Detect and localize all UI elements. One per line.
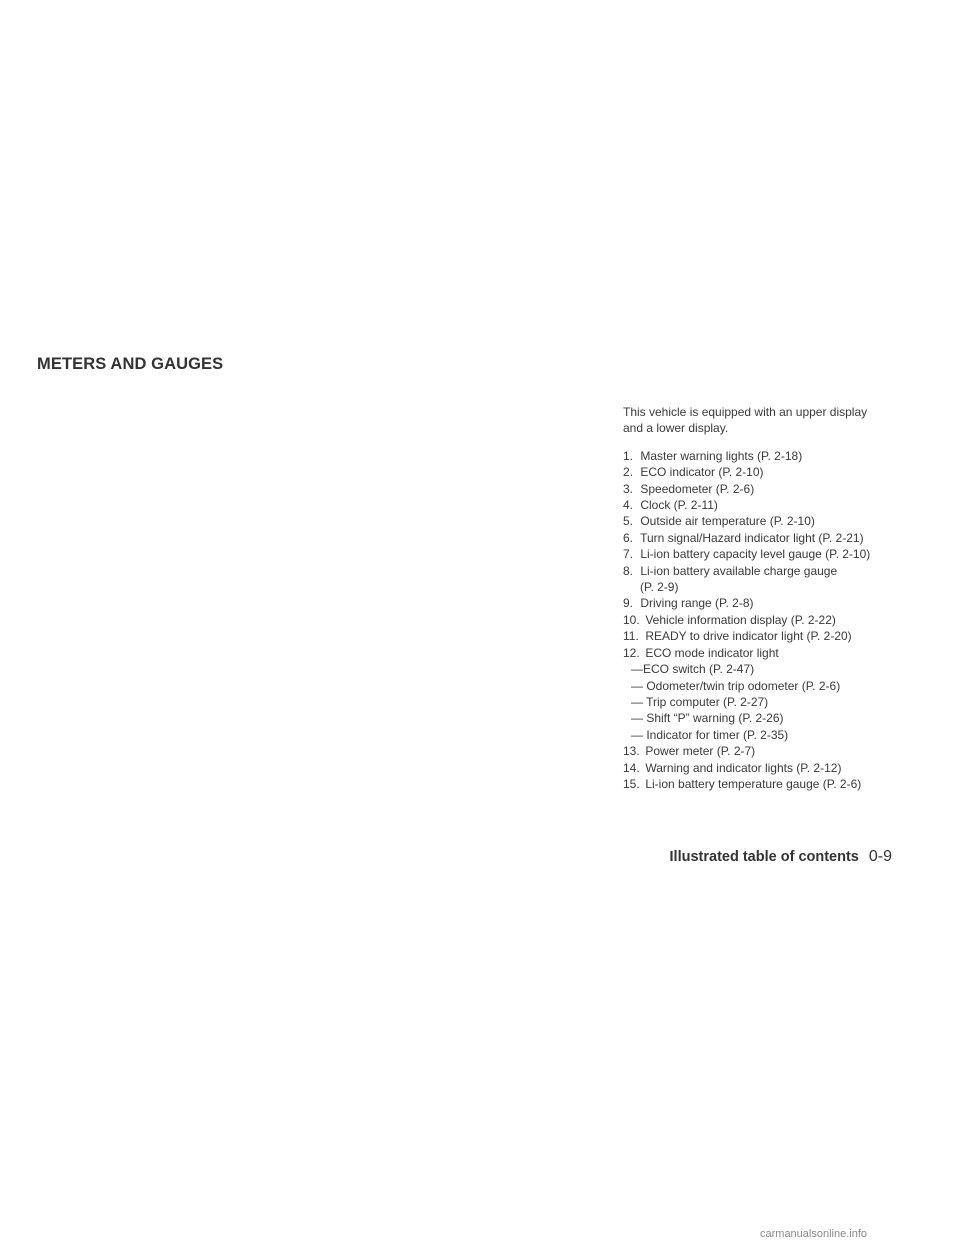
- sub-list-item: — Trip computer (P. 2-27): [631, 694, 769, 709]
- list-item: [623, 546, 898, 562]
- list-item: [623, 645, 898, 661]
- list-item: [623, 481, 898, 497]
- list-item: [623, 595, 898, 611]
- sub-list-item: — Indicator for timer (P. 2-35): [631, 727, 789, 742]
- item-text: Warning and indicator lights (P. 2-12): [645, 760, 842, 775]
- item-number: 12.: [623, 645, 640, 660]
- watermark: carmanualsonline.info: [760, 1228, 868, 1240]
- item-number: 1.: [623, 448, 634, 463]
- item-number: 11.: [623, 629, 639, 644]
- item-text: Vehicle information display (P. 2-22): [645, 612, 836, 627]
- item-number: 4.: [623, 498, 634, 513]
- item-number: 10.: [623, 612, 640, 627]
- item-number: 13.: [623, 744, 640, 759]
- item-number: 6.: [623, 530, 634, 545]
- item-number: 7.: [623, 547, 634, 562]
- item-text: Li-ion battery capacity level gauge (P. 2-10): [640, 547, 871, 562]
- intro-line: This vehicle is equipped with an upper display: [623, 405, 868, 419]
- list-item: [623, 612, 898, 628]
- intro-line: and a lower display.: [623, 421, 729, 436]
- item-text: Power meter (P. 2-7): [645, 744, 756, 759]
- item-text: Clock (P. 2-11): [640, 498, 718, 513]
- item-text: Turn signal/Hazard indicator light (P. 2-21): [640, 530, 864, 545]
- item-number: 8.: [623, 563, 634, 578]
- item-text: Li-ion battery temperature gauge (P. 2-6): [645, 776, 862, 791]
- sub-list-container: [623, 661, 898, 743]
- item-text: Speedometer (P. 2-6): [640, 481, 755, 496]
- item-text: (P. 2-9): [640, 580, 679, 595]
- item-text: Master warning lights (P. 2-18): [640, 448, 803, 463]
- page-footer: [670, 848, 892, 866]
- gauge-item-list: [623, 448, 898, 793]
- item-number: 5.: [623, 514, 634, 529]
- eco-mode-sub-list: [623, 661, 898, 743]
- item-text: ECO indicator (P. 2-10): [640, 465, 764, 480]
- footer-title: Illustrated table of contents: [669, 849, 859, 865]
- item-number: 14.: [623, 760, 640, 775]
- item-number: 9.: [623, 596, 634, 611]
- item-text: Outside air temperature (P. 2-10): [640, 514, 815, 529]
- sub-list-item: — Odometer/twin trip odometer (P. 2-6): [631, 678, 841, 693]
- page-number: 0-9: [868, 848, 892, 865]
- list-item: [623, 563, 898, 579]
- intro-paragraph: [623, 404, 898, 437]
- list-item: [623, 628, 898, 644]
- content-column: [623, 404, 898, 792]
- list-item: [623, 448, 898, 464]
- item-text: Li-ion battery available charge gauge: [640, 563, 838, 578]
- item-number: 3.: [623, 481, 634, 496]
- list-item: [623, 464, 898, 480]
- list-item: [623, 776, 898, 792]
- list-item: [623, 497, 898, 513]
- list-item: [623, 530, 898, 546]
- item-number: 2.: [623, 465, 634, 480]
- item-text: ECO mode indicator light: [645, 645, 779, 660]
- item-number: 15.: [623, 776, 640, 791]
- section-heading: METERS AND GAUGES: [37, 355, 224, 373]
- item-text: READY to drive indicator light (P. 2-20): [645, 629, 852, 644]
- list-item-continuation: [623, 579, 898, 595]
- list-item: [623, 743, 898, 759]
- sub-list-item: —ECO switch (P. 2-47): [631, 662, 755, 677]
- list-item: [623, 760, 898, 776]
- list-item: [623, 513, 898, 529]
- sub-list-item: — Shift “P” warning (P. 2-26): [631, 711, 784, 726]
- item-text: Driving range (P. 2-8): [640, 596, 754, 611]
